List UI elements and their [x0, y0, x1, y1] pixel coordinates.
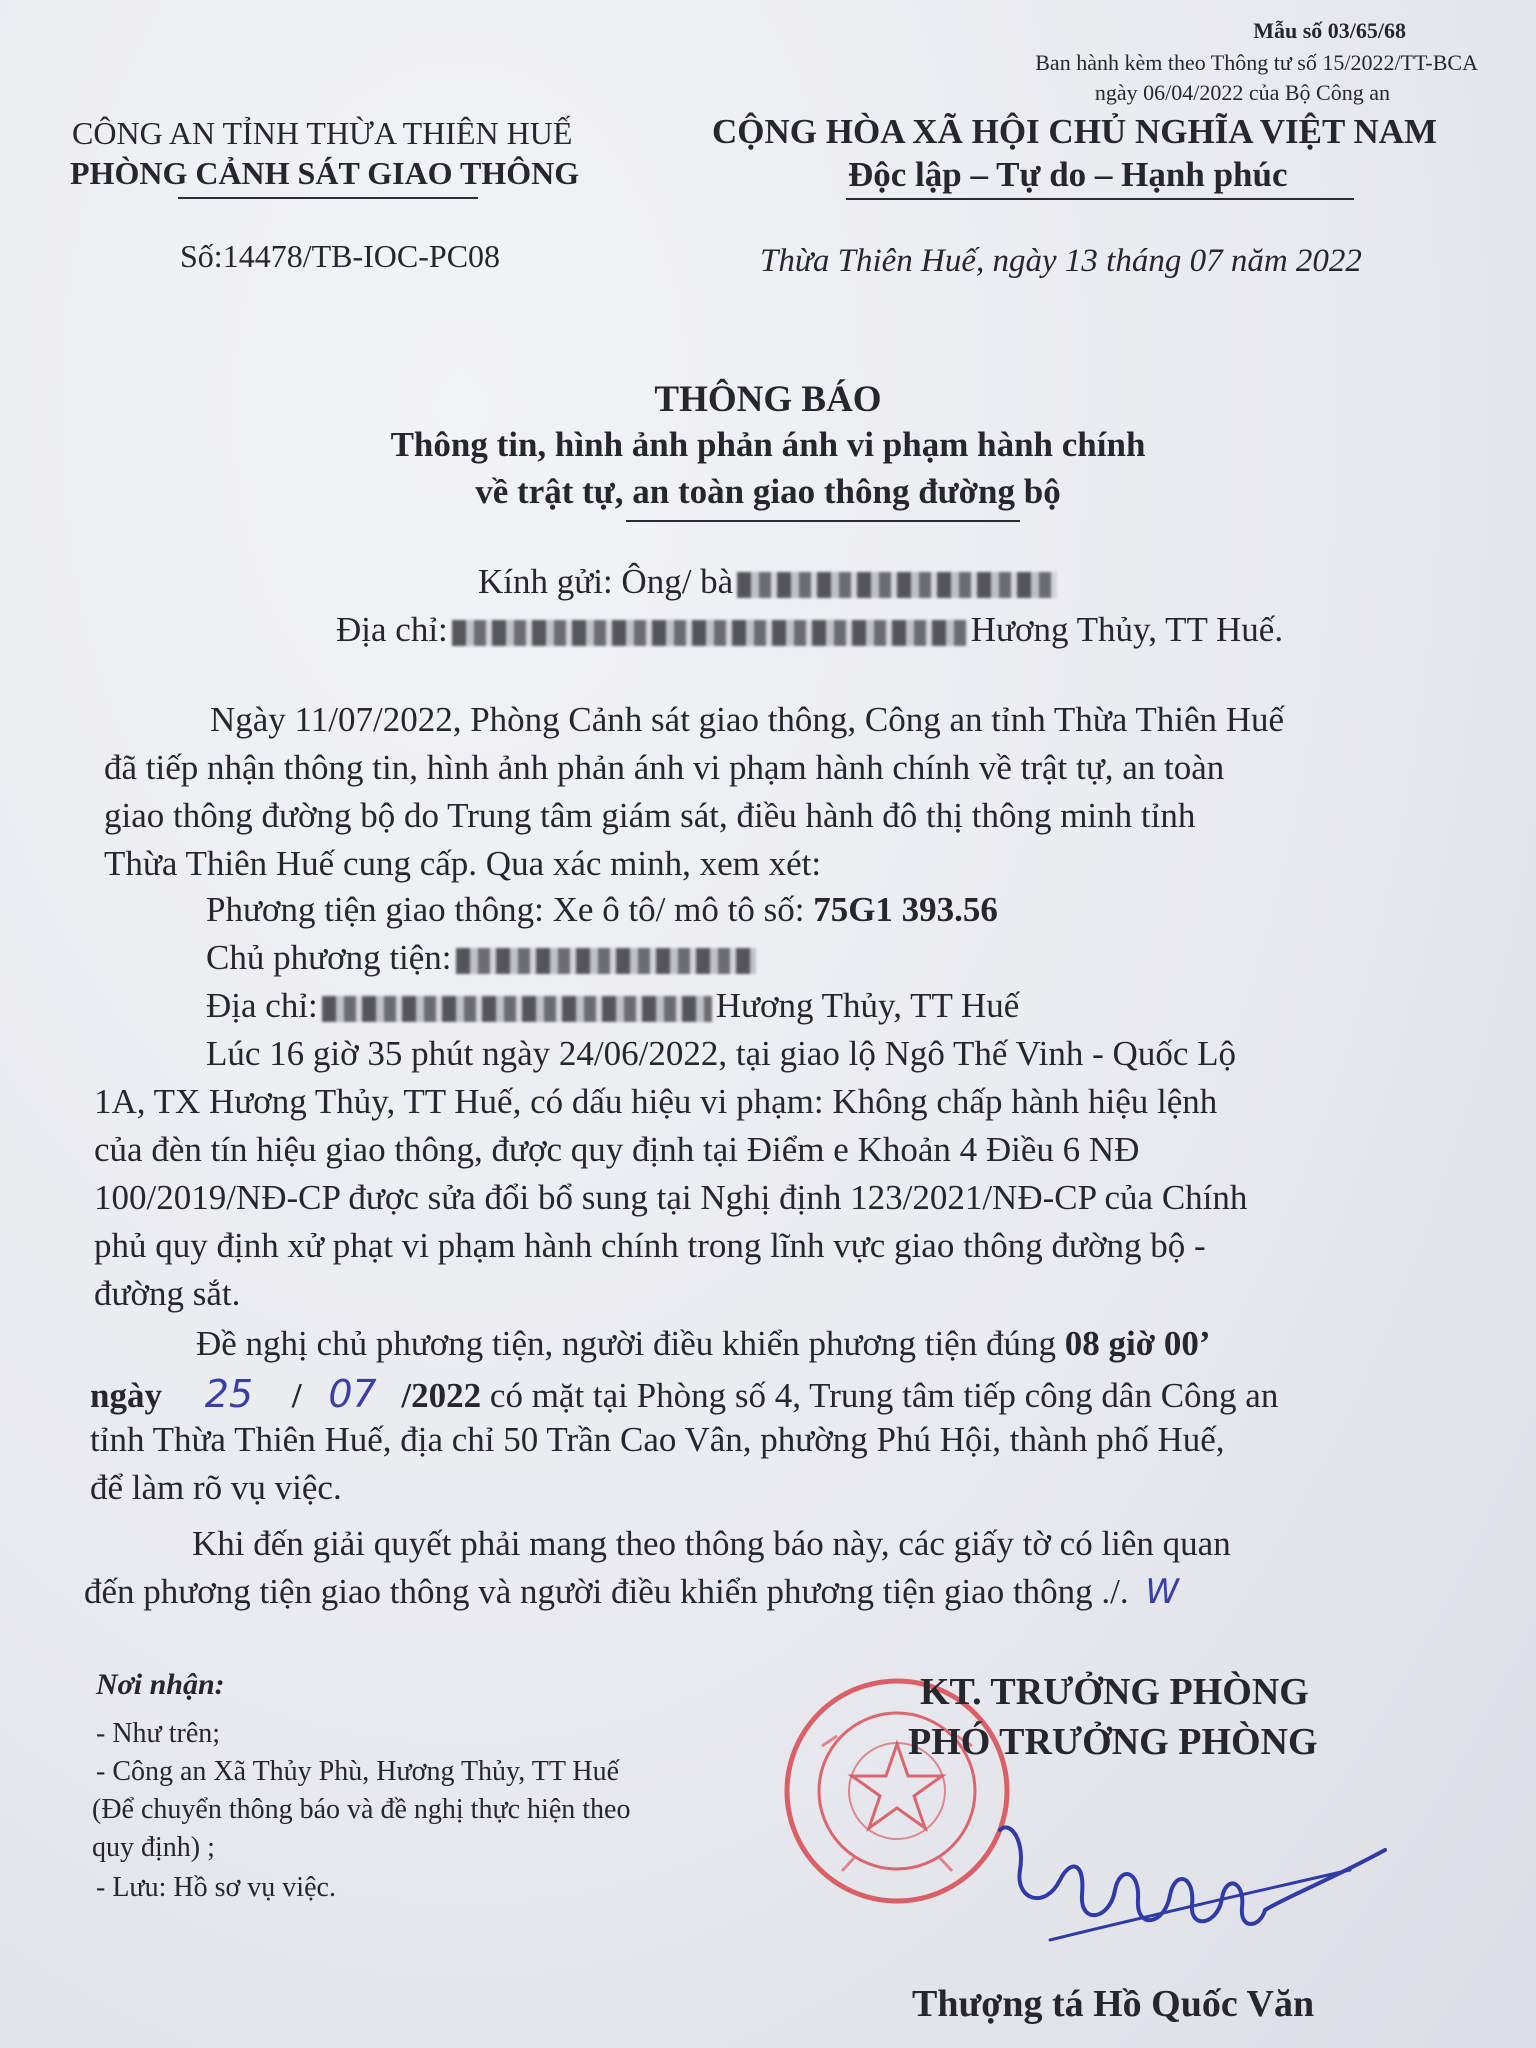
recipient-item: quy định) ; — [92, 1832, 215, 1863]
vehicle-plate: 75G1 393.56 — [813, 890, 998, 929]
signature-role-1: KT. TRƯỞNG PHÒNG — [920, 1671, 1309, 1713]
recipient-greeting — [478, 562, 1061, 602]
recipient-address-tail: Hương Thủy, TT Huế. — [970, 610, 1284, 649]
body-line: Ngày 11/07/2022, Phòng Cảnh sát giao thông, Công an tỉnh Thừa Thiên Huế — [210, 700, 1285, 739]
owner-address-line — [206, 986, 1019, 1026]
body-line: để làm rõ vụ việc. — [90, 1468, 342, 1507]
signatory-name: Thượng tá Hồ Quốc Văn — [912, 1983, 1315, 2025]
recipient-greeting-label: Kính gửi: Ông/ bà — [478, 562, 734, 601]
body-line: Khi đến giải quyết phải mang theo thông báo này, các giấy tờ có liên quan — [192, 1524, 1231, 1563]
agency-name-line2: PHÒNG CẢNH SÁT GIAO THÔNG — [70, 155, 580, 191]
recipient-item: - Như trên; — [96, 1718, 221, 1749]
summons-year: /2022 — [401, 1376, 482, 1415]
body-line: 100/2019/NĐ-CP được sửa đổi bổ sung tại Nghị định 123/2021/NĐ-CP của Chính — [94, 1178, 1248, 1217]
body-line: Lúc 16 giờ 35 phút ngày 24/06/2022, tại giao lộ Ngô Thế Vinh - Quốc Lộ — [206, 1034, 1236, 1073]
place-date: Thừa Thiên Huế, ngày 13 tháng 07 năm 2022 — [760, 243, 1362, 279]
summons-day-label: ngày — [90, 1376, 162, 1415]
summons-location: có mặt tại Phòng số 4, Trung tâm tiếp công dân Công an — [489, 1376, 1279, 1415]
recipient-address-label: Địa chỉ: — [336, 610, 448, 649]
agency-underline — [178, 197, 478, 199]
summons-time: 08 giờ 00’ — [1064, 1324, 1211, 1363]
title-underline — [626, 520, 1020, 522]
body-line: giao thông đường bộ do Trung tâm giám sát, điều hành đô thị thông minh tỉnh — [104, 796, 1196, 835]
issued-with-line1: Ban hành kèm theo Thông tư số 15/2022/TT-BCA — [1035, 50, 1478, 75]
issued-with-line2: ngày 06/04/2022 của Bộ Công an — [1094, 80, 1390, 105]
handwritten-signature — [990, 1800, 1390, 1970]
date-slash: / — [291, 1376, 302, 1415]
agency-name-line1: CÔNG AN TỈNH THỪA THIÊN HUẾ — [72, 115, 573, 151]
redacted-owner — [456, 948, 756, 974]
body-line: Thừa Thiên Huế cung cấp. Qua xác minh, xem xét: — [104, 844, 822, 883]
handwritten-month: 07 — [328, 1372, 377, 1416]
body-line: đã tiếp nhận thông tin, hình ảnh phản ánh vi phạm hành chính về trật tự, an toàn — [104, 748, 1225, 787]
document-title: THÔNG BÁO — [654, 379, 882, 420]
closing-line — [84, 1572, 1179, 1612]
vehicle-line — [206, 890, 998, 930]
recipients-label: Nơi nhận: — [96, 1668, 225, 1701]
owner-line — [206, 938, 760, 978]
recipient-address — [336, 610, 1283, 650]
vehicle-label: Phương tiện giao thông: Xe ô tô/ mô tô số: — [206, 890, 805, 929]
owner-address-label: Địa chỉ: — [206, 986, 318, 1025]
document-subtitle-1: Thông tin, hình ảnh phản ánh vi phạm hành chính — [390, 425, 1146, 464]
summons-line-1 — [196, 1324, 1210, 1364]
body-line: phủ quy định xử phạt vi phạm hành chính trong lĩnh vực giao thông đường bộ - — [94, 1226, 1206, 1265]
body-line: 1A, TX Hương Thủy, TT Huế, có dấu hiệu vi phạm: Không chấp hành hiệu lệnh — [94, 1082, 1218, 1121]
form-number: Mẫu số 03/65/68 — [1253, 18, 1406, 43]
document-subtitle-2: về trật tự, an toàn giao thông đường bộ — [475, 472, 1061, 511]
nation-motto: Độc lập – Tự do – Hạnh phúc — [848, 155, 1288, 194]
redacted-name — [737, 572, 1057, 598]
document-number: Số:14478/TB-IOC-PC08 — [180, 238, 501, 274]
body-line: đường sắt. — [94, 1274, 241, 1313]
initial-mark: W — [1145, 1572, 1180, 1612]
redacted-owner-address — [322, 996, 712, 1022]
summons-text: Đề nghị chủ phương tiện, người điều khiển phương tiện đúng — [196, 1324, 1056, 1363]
summons-line-2 — [90, 1372, 1278, 1416]
owner-label: Chủ phương tiện: — [206, 938, 452, 977]
motto-underline — [846, 198, 1354, 200]
recipient-item: - Lưu: Hồ sơ vụ việc. — [96, 1872, 336, 1903]
redacted-address — [452, 620, 967, 646]
closing-text: đến phương tiện giao thông và người điều khiển phương tiện giao thông ./. — [84, 1572, 1129, 1611]
signature-role-2: PHÓ TRƯỞNG PHÒNG — [908, 1721, 1318, 1763]
body-line: tỉnh Thừa Thiên Huế, địa chỉ 50 Trần Cao Vân, phường Phú Hội, thành phố Huế, — [90, 1420, 1225, 1459]
body-line: của đèn tín hiệu giao thông, được quy định tại Điểm e Khoản 4 Điều 6 NĐ — [94, 1130, 1140, 1169]
recipient-item: - Công an Xã Thủy Phù, Hương Thủy, TT Huế — [96, 1756, 620, 1787]
handwritten-day: 25 — [204, 1372, 254, 1416]
nation-title: CỘNG HÒA XÃ HỘI CHỦ NGHĨA VIỆT NAM — [712, 112, 1438, 151]
recipient-item: (Để chuyển thông báo và đề nghị thực hiện theo — [92, 1794, 631, 1825]
owner-address-tail: Hương Thủy, TT Huế — [715, 986, 1020, 1025]
